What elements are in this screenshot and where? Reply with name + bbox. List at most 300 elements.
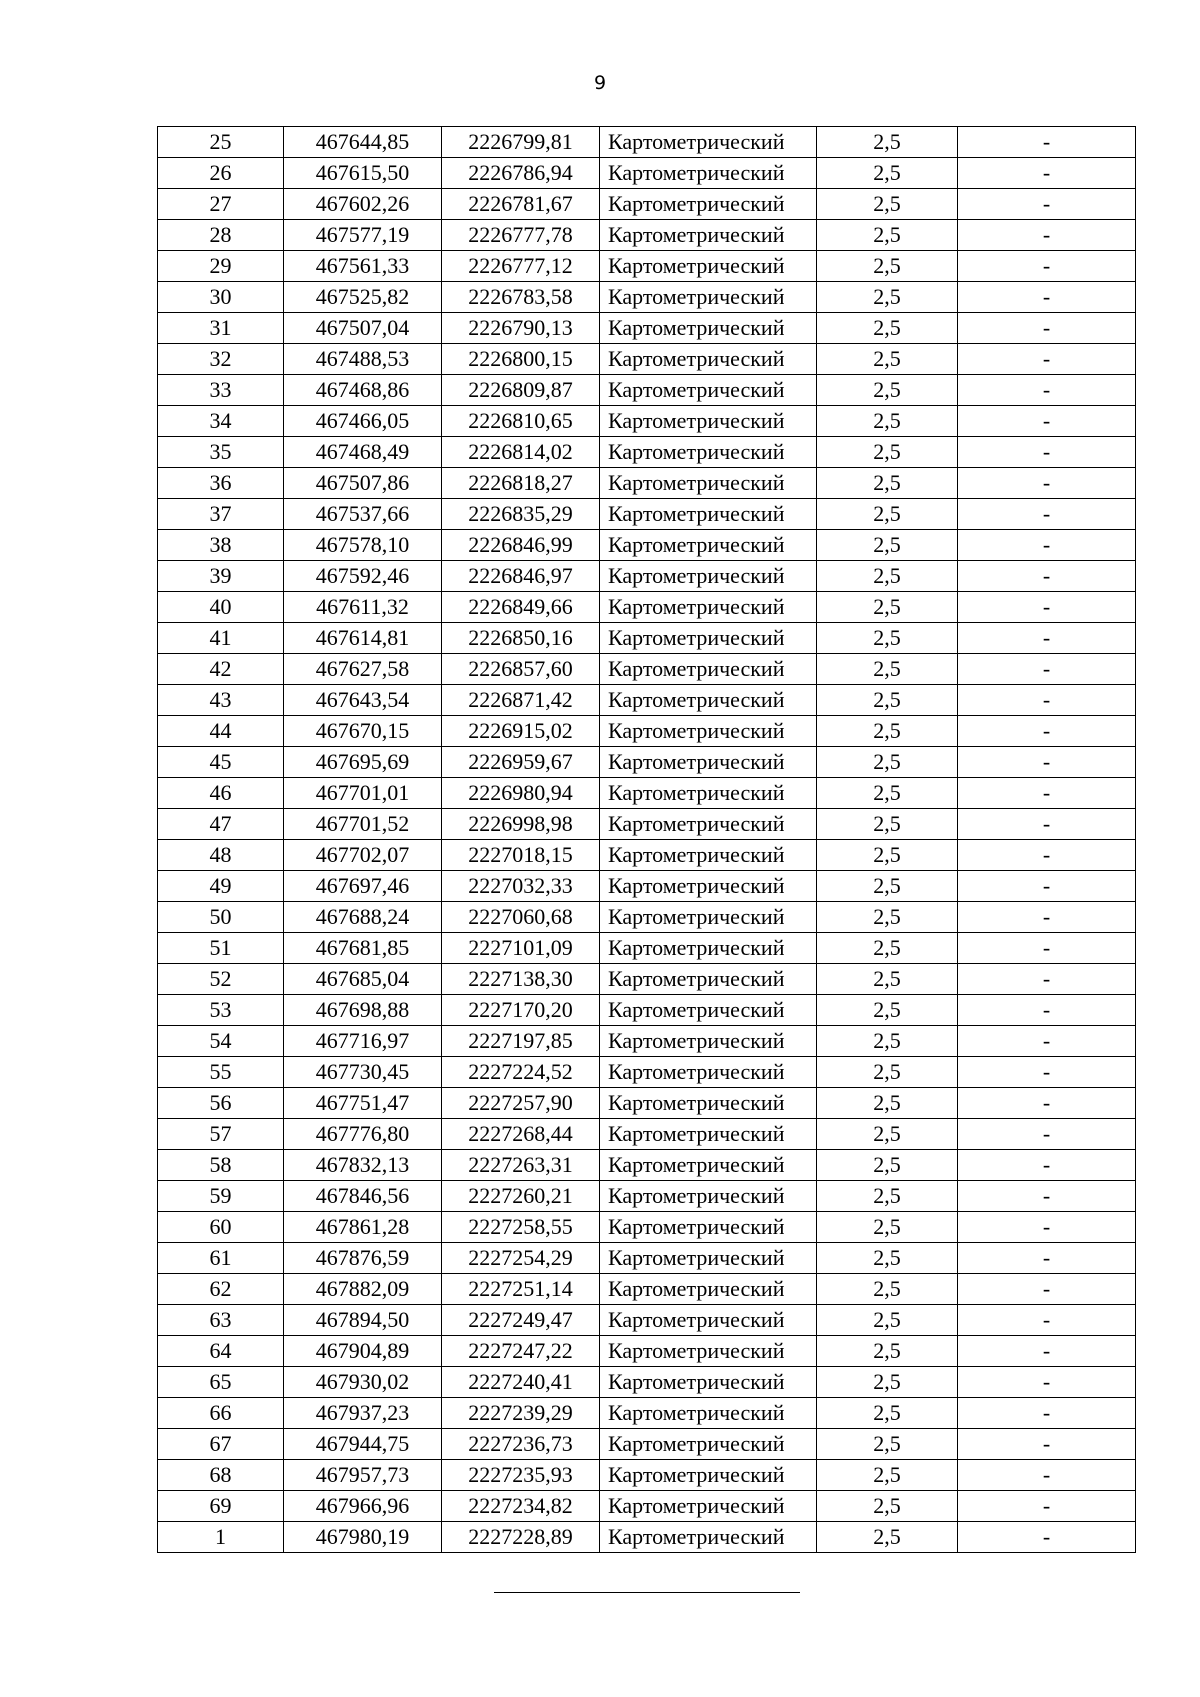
point-number-cell: 41 [158, 623, 284, 654]
x-coordinate-cell: 467507,86 [284, 468, 442, 499]
x-coordinate-cell: 467695,69 [284, 747, 442, 778]
y-coordinate-cell: 2227249,47 [442, 1305, 600, 1336]
accuracy-cell: 2,5 [817, 1274, 958, 1305]
note-cell: - [958, 499, 1136, 530]
accuracy-cell: 2,5 [817, 406, 958, 437]
accuracy-cell: 2,5 [817, 1026, 958, 1057]
method-cell: Картометрический [600, 933, 817, 964]
accuracy-cell: 2,5 [817, 1305, 958, 1336]
point-number-cell: 52 [158, 964, 284, 995]
point-number-cell: 59 [158, 1181, 284, 1212]
y-coordinate-cell: 2226814,02 [442, 437, 600, 468]
method-cell: Картометрический [600, 251, 817, 282]
note-cell: - [958, 158, 1136, 189]
y-coordinate-cell: 2226777,12 [442, 251, 600, 282]
note-cell: - [958, 127, 1136, 158]
table-row [158, 964, 1136, 995]
table-row [158, 282, 1136, 313]
y-coordinate-cell: 2226809,87 [442, 375, 600, 406]
method-cell: Картометрический [600, 561, 817, 592]
accuracy-cell: 2,5 [817, 871, 958, 902]
x-coordinate-cell: 467611,32 [284, 592, 442, 623]
accuracy-cell: 2,5 [817, 1460, 958, 1491]
x-coordinate-cell: 467944,75 [284, 1429, 442, 1460]
method-cell: Картометрический [600, 1026, 817, 1057]
x-coordinate-cell: 467882,09 [284, 1274, 442, 1305]
table-row [158, 1212, 1136, 1243]
note-cell: - [958, 964, 1136, 995]
y-coordinate-cell: 2226980,94 [442, 778, 600, 809]
y-coordinate-cell: 2227224,52 [442, 1057, 600, 1088]
x-coordinate-cell: 467701,01 [284, 778, 442, 809]
y-coordinate-cell: 2227197,85 [442, 1026, 600, 1057]
accuracy-cell: 2,5 [817, 561, 958, 592]
method-cell: Картометрический [600, 1274, 817, 1305]
point-number-cell: 47 [158, 809, 284, 840]
note-cell: - [958, 1522, 1136, 1553]
point-number-cell: 32 [158, 344, 284, 375]
point-number-cell: 37 [158, 499, 284, 530]
method-cell: Картометрический [600, 871, 817, 902]
method-cell: Картометрический [600, 127, 817, 158]
x-coordinate-cell: 467698,88 [284, 995, 442, 1026]
note-cell: - [958, 1243, 1136, 1274]
accuracy-cell: 2,5 [817, 654, 958, 685]
accuracy-cell: 2,5 [817, 282, 958, 313]
accuracy-cell: 2,5 [817, 1429, 958, 1460]
point-number-cell: 44 [158, 716, 284, 747]
method-cell: Картометрический [600, 158, 817, 189]
table-row [158, 158, 1136, 189]
x-coordinate-cell: 467602,26 [284, 189, 442, 220]
y-coordinate-cell: 2226781,67 [442, 189, 600, 220]
note-cell: - [958, 592, 1136, 623]
accuracy-cell: 2,5 [817, 995, 958, 1026]
x-coordinate-cell: 467643,54 [284, 685, 442, 716]
accuracy-cell: 2,5 [817, 468, 958, 499]
method-cell: Картометрический [600, 902, 817, 933]
method-cell: Картометрический [600, 1088, 817, 1119]
method-cell: Картометрический [600, 220, 817, 251]
note-cell: - [958, 1181, 1136, 1212]
accuracy-cell: 2,5 [817, 1088, 958, 1119]
y-coordinate-cell: 2227239,29 [442, 1398, 600, 1429]
x-coordinate-cell: 467876,59 [284, 1243, 442, 1274]
y-coordinate-cell: 2227032,33 [442, 871, 600, 902]
method-cell: Картометрический [600, 654, 817, 685]
method-cell: Картометрический [600, 1305, 817, 1336]
note-cell: - [958, 1057, 1136, 1088]
y-coordinate-cell: 2226959,67 [442, 747, 600, 778]
table-row [158, 1026, 1136, 1057]
table-row [158, 313, 1136, 344]
x-coordinate-cell: 467697,46 [284, 871, 442, 902]
point-number-cell: 63 [158, 1305, 284, 1336]
x-coordinate-cell: 467488,53 [284, 344, 442, 375]
point-number-cell: 55 [158, 1057, 284, 1088]
table-row [158, 778, 1136, 809]
accuracy-cell: 2,5 [817, 623, 958, 654]
y-coordinate-cell: 2226835,29 [442, 499, 600, 530]
method-cell: Картометрический [600, 716, 817, 747]
method-cell: Картометрический [600, 437, 817, 468]
table-row [158, 747, 1136, 778]
accuracy-cell: 2,5 [817, 251, 958, 282]
note-cell: - [958, 840, 1136, 871]
method-cell: Картометрический [600, 840, 817, 871]
point-number-cell: 48 [158, 840, 284, 871]
y-coordinate-cell: 2226800,15 [442, 344, 600, 375]
accuracy-cell: 2,5 [817, 1522, 958, 1553]
y-coordinate-cell: 2227101,09 [442, 933, 600, 964]
table-row [158, 251, 1136, 282]
method-cell: Картометрический [600, 623, 817, 654]
accuracy-cell: 2,5 [817, 1243, 958, 1274]
point-number-cell: 38 [158, 530, 284, 561]
note-cell: - [958, 685, 1136, 716]
accuracy-cell: 2,5 [817, 158, 958, 189]
note-cell: - [958, 995, 1136, 1026]
note-cell: - [958, 344, 1136, 375]
point-number-cell: 39 [158, 561, 284, 592]
method-cell: Картометрический [600, 344, 817, 375]
table-row [158, 809, 1136, 840]
table-row [158, 189, 1136, 220]
note-cell: - [958, 1429, 1136, 1460]
x-coordinate-cell: 467730,45 [284, 1057, 442, 1088]
accuracy-cell: 2,5 [817, 1057, 958, 1088]
note-cell: - [958, 1119, 1136, 1150]
end-separator-line [494, 1592, 800, 1593]
accuracy-cell: 2,5 [817, 313, 958, 344]
method-cell: Картометрический [600, 1057, 817, 1088]
accuracy-cell: 2,5 [817, 933, 958, 964]
point-number-cell: 42 [158, 654, 284, 685]
note-cell: - [958, 716, 1136, 747]
table-row [158, 375, 1136, 406]
y-coordinate-cell: 2227254,29 [442, 1243, 600, 1274]
accuracy-cell: 2,5 [817, 716, 958, 747]
method-cell: Картометрический [600, 282, 817, 313]
point-number-cell: 35 [158, 437, 284, 468]
point-number-cell: 67 [158, 1429, 284, 1460]
y-coordinate-cell: 2226871,42 [442, 685, 600, 716]
x-coordinate-cell: 467592,46 [284, 561, 442, 592]
y-coordinate-cell: 2226777,78 [442, 220, 600, 251]
table-row [158, 1274, 1136, 1305]
point-number-cell: 40 [158, 592, 284, 623]
method-cell: Картометрический [600, 995, 817, 1026]
table-row [158, 1336, 1136, 1367]
note-cell: - [958, 1026, 1136, 1057]
note-cell: - [958, 1212, 1136, 1243]
x-coordinate-cell: 467468,49 [284, 437, 442, 468]
x-coordinate-cell: 467614,81 [284, 623, 442, 654]
x-coordinate-cell: 467685,04 [284, 964, 442, 995]
method-cell: Картометрический [600, 1367, 817, 1398]
x-coordinate-cell: 467468,86 [284, 375, 442, 406]
y-coordinate-cell: 2226786,94 [442, 158, 600, 189]
accuracy-cell: 2,5 [817, 747, 958, 778]
accuracy-cell: 2,5 [817, 840, 958, 871]
y-coordinate-cell: 2227268,44 [442, 1119, 600, 1150]
table-row [158, 344, 1136, 375]
y-coordinate-cell: 2226857,60 [442, 654, 600, 685]
table-row [158, 592, 1136, 623]
y-coordinate-cell: 2226849,66 [442, 592, 600, 623]
accuracy-cell: 2,5 [817, 1181, 958, 1212]
table-row [158, 1522, 1136, 1553]
point-number-cell: 66 [158, 1398, 284, 1429]
table-row [158, 1088, 1136, 1119]
y-coordinate-cell: 2227235,93 [442, 1460, 600, 1491]
accuracy-cell: 2,5 [817, 809, 958, 840]
note-cell: - [958, 1398, 1136, 1429]
note-cell: - [958, 220, 1136, 251]
table-row [158, 1460, 1136, 1491]
note-cell: - [958, 561, 1136, 592]
point-number-cell: 36 [158, 468, 284, 499]
y-coordinate-cell: 2226799,81 [442, 127, 600, 158]
note-cell: - [958, 871, 1136, 902]
accuracy-cell: 2,5 [817, 685, 958, 716]
table-row [158, 685, 1136, 716]
method-cell: Картометрический [600, 685, 817, 716]
x-coordinate-cell: 467751,47 [284, 1088, 442, 1119]
table-row [158, 623, 1136, 654]
y-coordinate-cell: 2227234,82 [442, 1491, 600, 1522]
method-cell: Картометрический [600, 1460, 817, 1491]
y-coordinate-cell: 2226810,65 [442, 406, 600, 437]
accuracy-cell: 2,5 [817, 1119, 958, 1150]
y-coordinate-cell: 2227240,41 [442, 1367, 600, 1398]
method-cell: Картометрический [600, 530, 817, 561]
point-number-cell: 60 [158, 1212, 284, 1243]
table-row [158, 1150, 1136, 1181]
table-row [158, 716, 1136, 747]
accuracy-cell: 2,5 [817, 375, 958, 406]
x-coordinate-cell: 467525,82 [284, 282, 442, 313]
table-row [158, 654, 1136, 685]
y-coordinate-cell: 2227138,30 [442, 964, 600, 995]
method-cell: Картометрический [600, 964, 817, 995]
point-number-cell: 27 [158, 189, 284, 220]
note-cell: - [958, 313, 1136, 344]
point-number-cell: 28 [158, 220, 284, 251]
table-row [158, 499, 1136, 530]
y-coordinate-cell: 2227258,55 [442, 1212, 600, 1243]
table-row [158, 933, 1136, 964]
note-cell: - [958, 1491, 1136, 1522]
x-coordinate-cell: 467561,33 [284, 251, 442, 282]
point-number-cell: 53 [158, 995, 284, 1026]
table-row [158, 902, 1136, 933]
point-number-cell: 50 [158, 902, 284, 933]
point-number-cell: 58 [158, 1150, 284, 1181]
x-coordinate-cell: 467894,50 [284, 1305, 442, 1336]
accuracy-cell: 2,5 [817, 1150, 958, 1181]
table-row [158, 1057, 1136, 1088]
point-number-cell: 51 [158, 933, 284, 964]
y-coordinate-cell: 2227263,31 [442, 1150, 600, 1181]
table-row [158, 127, 1136, 158]
point-number-cell: 31 [158, 313, 284, 344]
x-coordinate-cell: 467466,05 [284, 406, 442, 437]
point-number-cell: 54 [158, 1026, 284, 1057]
point-number-cell: 30 [158, 282, 284, 313]
table-row [158, 561, 1136, 592]
accuracy-cell: 2,5 [817, 1336, 958, 1367]
point-number-cell: 46 [158, 778, 284, 809]
note-cell: - [958, 1150, 1136, 1181]
note-cell: - [958, 530, 1136, 561]
method-cell: Картометрический [600, 313, 817, 344]
method-cell: Картометрический [600, 375, 817, 406]
note-cell: - [958, 778, 1136, 809]
note-cell: - [958, 437, 1136, 468]
accuracy-cell: 2,5 [817, 530, 958, 561]
method-cell: Картометрический [600, 189, 817, 220]
accuracy-cell: 2,5 [817, 220, 958, 251]
note-cell: - [958, 809, 1136, 840]
note-cell: - [958, 623, 1136, 654]
y-coordinate-cell: 2227018,15 [442, 840, 600, 871]
x-coordinate-cell: 467537,66 [284, 499, 442, 530]
point-number-cell: 57 [158, 1119, 284, 1150]
point-number-cell: 56 [158, 1088, 284, 1119]
accuracy-cell: 2,5 [817, 499, 958, 530]
point-number-cell: 65 [158, 1367, 284, 1398]
x-coordinate-cell: 467644,85 [284, 127, 442, 158]
note-cell: - [958, 747, 1136, 778]
note-cell: - [958, 375, 1136, 406]
table-row [158, 995, 1136, 1026]
table-row [158, 1181, 1136, 1212]
method-cell: Картометрический [600, 1181, 817, 1212]
x-coordinate-cell: 467980,19 [284, 1522, 442, 1553]
note-cell: - [958, 1336, 1136, 1367]
point-number-cell: 62 [158, 1274, 284, 1305]
y-coordinate-cell: 2227260,21 [442, 1181, 600, 1212]
point-number-cell: 33 [158, 375, 284, 406]
accuracy-cell: 2,5 [817, 1212, 958, 1243]
x-coordinate-cell: 467577,19 [284, 220, 442, 251]
point-number-cell: 68 [158, 1460, 284, 1491]
y-coordinate-cell: 2226998,98 [442, 809, 600, 840]
coordinates-table [157, 126, 1136, 1553]
x-coordinate-cell: 467904,89 [284, 1336, 442, 1367]
y-coordinate-cell: 2226783,58 [442, 282, 600, 313]
table-row [158, 1398, 1136, 1429]
x-coordinate-cell: 467615,50 [284, 158, 442, 189]
method-cell: Картометрический [600, 1522, 817, 1553]
accuracy-cell: 2,5 [817, 189, 958, 220]
table-row [158, 1305, 1136, 1336]
point-number-cell: 45 [158, 747, 284, 778]
table-row [158, 1243, 1136, 1274]
y-coordinate-cell: 2227060,68 [442, 902, 600, 933]
method-cell: Картометрический [600, 747, 817, 778]
method-cell: Картометрический [600, 778, 817, 809]
table-row [158, 1429, 1136, 1460]
y-coordinate-cell: 2226850,16 [442, 623, 600, 654]
note-cell: - [958, 1367, 1136, 1398]
point-number-cell: 1 [158, 1522, 284, 1553]
table-row [158, 468, 1136, 499]
method-cell: Картометрический [600, 592, 817, 623]
method-cell: Картометрический [600, 499, 817, 530]
y-coordinate-cell: 2227247,22 [442, 1336, 600, 1367]
note-cell: - [958, 406, 1136, 437]
table-row [158, 840, 1136, 871]
note-cell: - [958, 282, 1136, 313]
note-cell: - [958, 189, 1136, 220]
x-coordinate-cell: 467702,07 [284, 840, 442, 871]
x-coordinate-cell: 467930,02 [284, 1367, 442, 1398]
x-coordinate-cell: 467701,52 [284, 809, 442, 840]
y-coordinate-cell: 2226915,02 [442, 716, 600, 747]
y-coordinate-cell: 2227251,14 [442, 1274, 600, 1305]
point-number-cell: 26 [158, 158, 284, 189]
method-cell: Картометрический [600, 1243, 817, 1274]
table-row [158, 1367, 1136, 1398]
y-coordinate-cell: 2227228,89 [442, 1522, 600, 1553]
x-coordinate-cell: 467627,58 [284, 654, 442, 685]
point-number-cell: 43 [158, 685, 284, 716]
accuracy-cell: 2,5 [817, 127, 958, 158]
y-coordinate-cell: 2226818,27 [442, 468, 600, 499]
x-coordinate-cell: 467681,85 [284, 933, 442, 964]
point-number-cell: 25 [158, 127, 284, 158]
method-cell: Картометрический [600, 1336, 817, 1367]
table-row [158, 871, 1136, 902]
note-cell: - [958, 1305, 1136, 1336]
x-coordinate-cell: 467776,80 [284, 1119, 442, 1150]
note-cell: - [958, 251, 1136, 282]
method-cell: Картометрический [600, 1119, 817, 1150]
x-coordinate-cell: 467507,04 [284, 313, 442, 344]
note-cell: - [958, 1274, 1136, 1305]
x-coordinate-cell: 467688,24 [284, 902, 442, 933]
page-number: 9 [593, 72, 607, 94]
point-number-cell: 69 [158, 1491, 284, 1522]
x-coordinate-cell: 467966,96 [284, 1491, 442, 1522]
x-coordinate-cell: 467716,97 [284, 1026, 442, 1057]
point-number-cell: 49 [158, 871, 284, 902]
note-cell: - [958, 1088, 1136, 1119]
table-row [158, 437, 1136, 468]
x-coordinate-cell: 467937,23 [284, 1398, 442, 1429]
x-coordinate-cell: 467861,28 [284, 1212, 442, 1243]
x-coordinate-cell: 467846,56 [284, 1181, 442, 1212]
point-number-cell: 61 [158, 1243, 284, 1274]
note-cell: - [958, 468, 1136, 499]
y-coordinate-cell: 2227170,20 [442, 995, 600, 1026]
table-body [158, 127, 1136, 1553]
note-cell: - [958, 654, 1136, 685]
accuracy-cell: 2,5 [817, 902, 958, 933]
x-coordinate-cell: 467832,13 [284, 1150, 442, 1181]
x-coordinate-cell: 467957,73 [284, 1460, 442, 1491]
table-row [158, 220, 1136, 251]
method-cell: Картометрический [600, 468, 817, 499]
note-cell: - [958, 1460, 1136, 1491]
y-coordinate-cell: 2227236,73 [442, 1429, 600, 1460]
point-number-cell: 29 [158, 251, 284, 282]
accuracy-cell: 2,5 [817, 1491, 958, 1522]
y-coordinate-cell: 2226846,97 [442, 561, 600, 592]
table-row [158, 406, 1136, 437]
